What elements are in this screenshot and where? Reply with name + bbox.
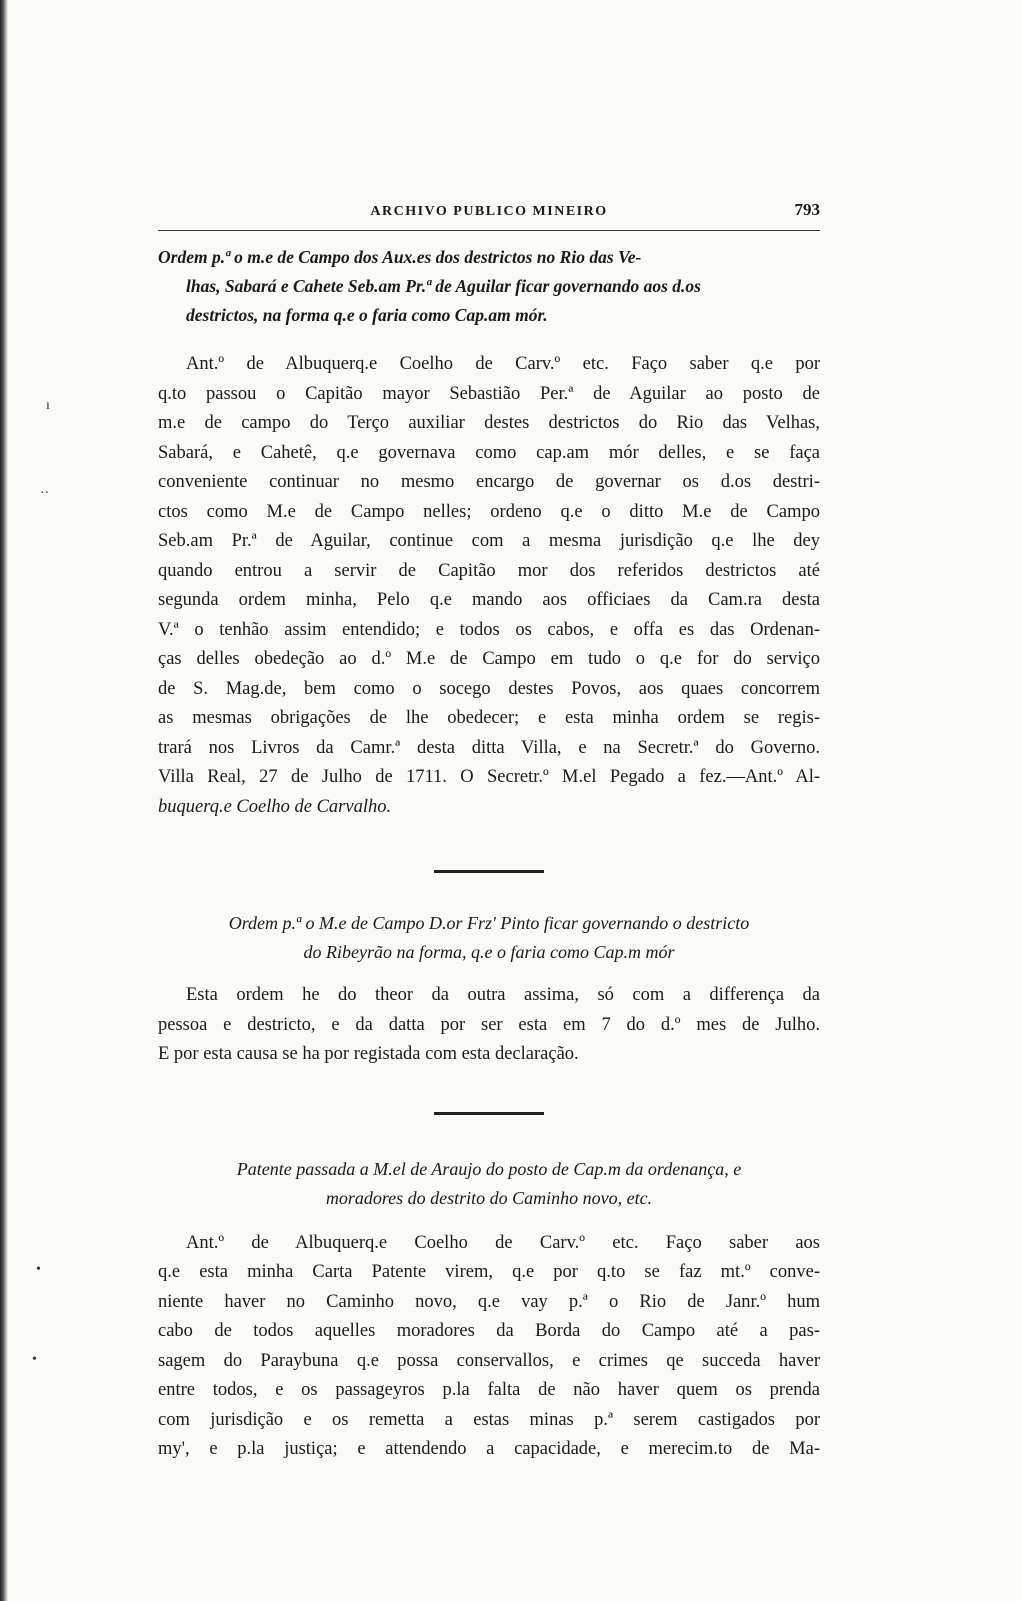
body-line: com jurisdição e os remetta a estas minas p.ª serem castigados por — [158, 1409, 820, 1430]
margin-speck: • — [36, 1262, 41, 1277]
body-line: E por esta causa se ha por registada com esta declaração. — [158, 1044, 579, 1064]
body-line: Ant.º de Albuquerq.e Coelho de Carv.º etc. Faço saber aos — [186, 1232, 820, 1253]
section-heading — [158, 243, 820, 330]
margin-speck: ı — [46, 398, 50, 413]
body-line: ças delles obedeção ao d.º M.e de Campo em tudo o q.e for do serviço — [158, 649, 820, 669]
body-line: niente haver no Caminho novo, q.e vay p.ª o Rio de Janr.º hum — [158, 1291, 820, 1312]
body-line: trará nos Livros da Camr.ª desta ditta Villa, e na Secretr.ª do Governo. — [158, 737, 820, 758]
body-line: as mesmas obrigações de lhe obedecer; e esta minha ordem se regis- — [158, 708, 820, 728]
body-line: sagem do Paraybuna q.e possa conservallos, e crimes qe succeda haver — [158, 1350, 820, 1371]
heading-line: destrictos, na forma q.e o faria como Cap.am mór. — [186, 305, 548, 325]
body-line: segunda ordem minha, Pelo q.e mando aos officiaes da Cam.ra desta — [158, 590, 820, 610]
body-line: buquerq.e Coelho de Carvalho. — [158, 796, 392, 817]
heading-line: moradores do destrito do Caminho novo, etc. — [325, 1187, 653, 1208]
section-body — [158, 981, 820, 1070]
body-line: q.to passou o Capitão mayor Sebastião Per.ª de Aguilar ao posto de — [158, 383, 820, 404]
section-heading — [158, 909, 820, 967]
heading-line: Ordem p.ª o m.e de Campo dos Aux.es dos destrictos no Rio das Ve- — [158, 247, 642, 267]
running-title: ARCHIVO PUBLICO MINEIRO — [370, 204, 608, 219]
page-number: 793 — [794, 200, 820, 219]
body-line: pessoa e destricto, e da datta por ser esta em 7 do d.º mes de Julho. — [158, 1014, 820, 1035]
section-ordem-aguilar — [158, 243, 820, 822]
margin-speck: ·· — [40, 486, 50, 501]
body-line: ctos como M.e de Campo nelles; ordeno q.e o ditto M.e de Campo — [158, 501, 820, 522]
section-patente-araujo — [158, 1155, 820, 1465]
section-body — [158, 1229, 820, 1465]
heading-line: Patente passada a M.el de Araujo do posto de Cap.m da ordenança, e — [236, 1158, 742, 1179]
heading-line: do Ribeyrão na forma, q.e o faria como Cap.m mór — [303, 942, 675, 962]
body-line: Sabará, e Cahetê, q.e governava como cap.am mór delles, e se faça — [158, 442, 820, 463]
section-body — [158, 350, 820, 822]
body-line: q.e esta minha Carta Patente virem, q.e por q.to se faz mt.º conve- — [158, 1262, 820, 1282]
margin-speck: • — [32, 1352, 37, 1367]
heading-line: lhas, Sabará e Cahete Seb.am Pr.ª de Aguilar ficar governando aos d.os — [186, 276, 701, 296]
body-line: entre todos, e os passageyros p.la falta de não haver quem os prenda — [158, 1380, 820, 1400]
running-head — [158, 190, 820, 231]
body-line: Villa Real, 27 de Julho de 1711. O Secretr.º M.el Pegado a fez.—Ant.º Al- — [158, 767, 820, 787]
section-heading — [158, 1155, 820, 1213]
section-ordem-pinto — [158, 909, 820, 1070]
body-line: conveniente continuar no mesmo encargo de governar os d.os destri- — [158, 472, 820, 492]
body-line: my', e p.la justiça; e attendendo a capacidade, e merecim.to de Ma- — [158, 1439, 820, 1459]
body-line: de S. Mag.de, bem como o socego destes Povos, aos quaes concorrem — [158, 678, 820, 699]
body-line: quando entrou a servir de Capitão mor dos referidos destrictos até — [158, 560, 820, 581]
body-line: Esta ordem he do theor da outra assima, só com a differença da — [186, 985, 820, 1005]
section-divider — [434, 870, 544, 873]
section-divider — [434, 1112, 544, 1115]
body-line: V.ª o tenhão assim entendido; e todos os cabos, e offa es das Ordenan- — [158, 619, 820, 640]
heading-line: Ordem p.ª o M.e de Campo D.or Frz' Pinto ficar governando o destricto — [228, 913, 750, 933]
document-page — [158, 190, 820, 1465]
body-line: cabo de todos aquelles moradores da Borda do Campo até a pas- — [158, 1321, 820, 1341]
body-line: Seb.am Pr.ª de Aguilar, continue com a mesma jurisdição q.e lhe dey — [158, 531, 820, 551]
page-binding-edge — [0, 0, 8, 1601]
body-line: m.e de campo do Terço auxiliar destes destrictos do Rio das Velhas, — [158, 413, 820, 433]
body-line: Ant.º de Albuquerq.e Coelho de Carv.º etc. Faço saber q.e por — [186, 354, 820, 374]
